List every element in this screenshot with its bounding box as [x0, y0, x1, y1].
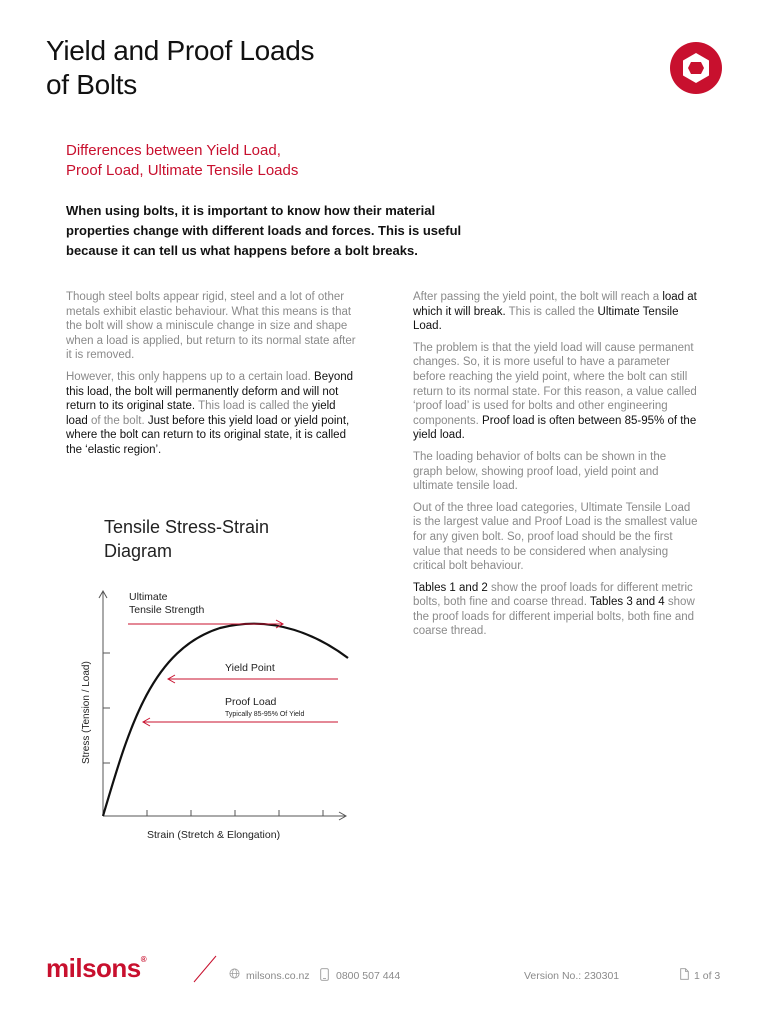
- proof-load-label: Proof Load: [225, 696, 277, 708]
- highlight-span: Beyond this load, the bolt will permanently deform and will not return to its original state.: [66, 370, 354, 413]
- yield-point-label: Yield Point: [225, 662, 275, 674]
- right-paragraph-2: [413, 341, 698, 443]
- title-line-2: of Bolts: [46, 69, 137, 100]
- footer-slash-divider: [192, 954, 218, 984]
- brand-mark: ®: [140, 955, 147, 964]
- left-paragraph-1: Though steel bolts appear rigid, steel and a lot of other metals exhibit elastic behaviour. What this means is that the bolt will show a miniscule change in size and shape when a load is applied, but return to its normal state after it is removed.: [66, 291, 356, 362]
- hex-nut-logo-icon: [670, 42, 722, 94]
- uts-label-line-2: Tensile Strength: [129, 604, 205, 616]
- left-column: [66, 290, 356, 465]
- page-title: [46, 34, 466, 102]
- text-span: This is called the: [505, 305, 598, 318]
- highlight-span: yield load: [66, 400, 336, 427]
- highlight-span: Proof load is often between 85-95% of the yield load.: [413, 414, 697, 442]
- subtitle-line-1: Differences between Yield Load,: [66, 142, 281, 159]
- right-paragraph-1: [413, 290, 698, 334]
- globe-icon: [229, 968, 240, 979]
- highlight-span: Tables 3 and 4: [589, 596, 665, 609]
- x-axis-label: Strain (Stretch & Elongation): [147, 829, 281, 841]
- footer-page-number: 1 of 3: [694, 970, 721, 982]
- highlight-span: Just before this yield load or yield point, where the bolt can return to its original state, it is called the ‘elastic region’.: [66, 414, 350, 456]
- right-paragraph-3: The loading behavior of bolts can be shown in the graph below, showing proof load, yield point and ultimate tensile load.: [413, 450, 667, 493]
- text-span: show the proof loads for different imperial bolts, both fine and coarse thread.: [413, 596, 695, 638]
- proof-load-sublabel: Typically 85-95% Of Yield: [225, 711, 305, 718]
- stress-strain-diagram: [70, 582, 360, 847]
- left-paragraph-2: [66, 370, 356, 458]
- text-span: After passing the yield point, the bolt will reach a: [413, 291, 663, 303]
- diagram-title-line-2: Diagram: [104, 541, 173, 561]
- phone-icon: [320, 968, 329, 981]
- title-line-1: Yield and Proof Loads: [46, 35, 315, 66]
- y-axis-label: Stress (Tension / Load): [81, 661, 92, 764]
- text-span: of the bolt.: [87, 414, 148, 427]
- intro-paragraph: When using bolts, it is important to know how their material properties change with different loads and forces. This is useful because it can tell us what happens before a bolt breaks.: [66, 203, 462, 258]
- right-paragraph-4: Out of the three load categories, Ultimate Tensile Load is the largest value and Proof Load is the smallest value for any given bolt. So, proof load should be the first value that needs to be considered when analysing critical bolt behaviour.: [413, 501, 698, 573]
- document-icon: [680, 968, 689, 980]
- text-span: show the proof loads for different metric bolts, both fine and coarse thread.: [413, 581, 693, 609]
- footer-website[interactable]: milsons.co.nz: [246, 970, 310, 982]
- highlight-span: Tables 1 and 2: [413, 581, 488, 594]
- stress-strain-curve: [103, 624, 348, 816]
- x-ticks: [147, 810, 323, 816]
- highlight-span: Ultimate Tensile Load.: [413, 305, 679, 333]
- diagram-title-line-1: Tensile Stress-Strain: [104, 517, 270, 537]
- diagram-title: [104, 515, 324, 563]
- highlight-span: load at which it will break.: [413, 291, 697, 318]
- brand-name: milsons: [46, 953, 141, 983]
- section-subtitle: [66, 141, 426, 181]
- subtitle-line-2: Proof Load, Ultimate Tensile Loads: [66, 162, 299, 179]
- footer-brand-logo: [46, 953, 146, 984]
- uts-label-line-1: Ultimate: [129, 591, 168, 603]
- right-paragraph-5: [413, 581, 698, 639]
- text-span: However, this only happens up to a certain load.: [66, 370, 315, 383]
- footer-phone[interactable]: 0800 507 444: [336, 970, 401, 982]
- text-span: This load is called the: [195, 400, 312, 413]
- footer-version: Version No.: 230301: [524, 970, 620, 982]
- text-span: The problem is that the yield load will cause permanent changes. So, it is more useful to have a parameter before reaching the yield point, where the bolt can still return to its normal state. For this reason, a value called ‘proof load’ is used for bolts and other engineering components.: [413, 341, 697, 427]
- y-ticks: [103, 653, 110, 763]
- right-column: [413, 290, 698, 646]
